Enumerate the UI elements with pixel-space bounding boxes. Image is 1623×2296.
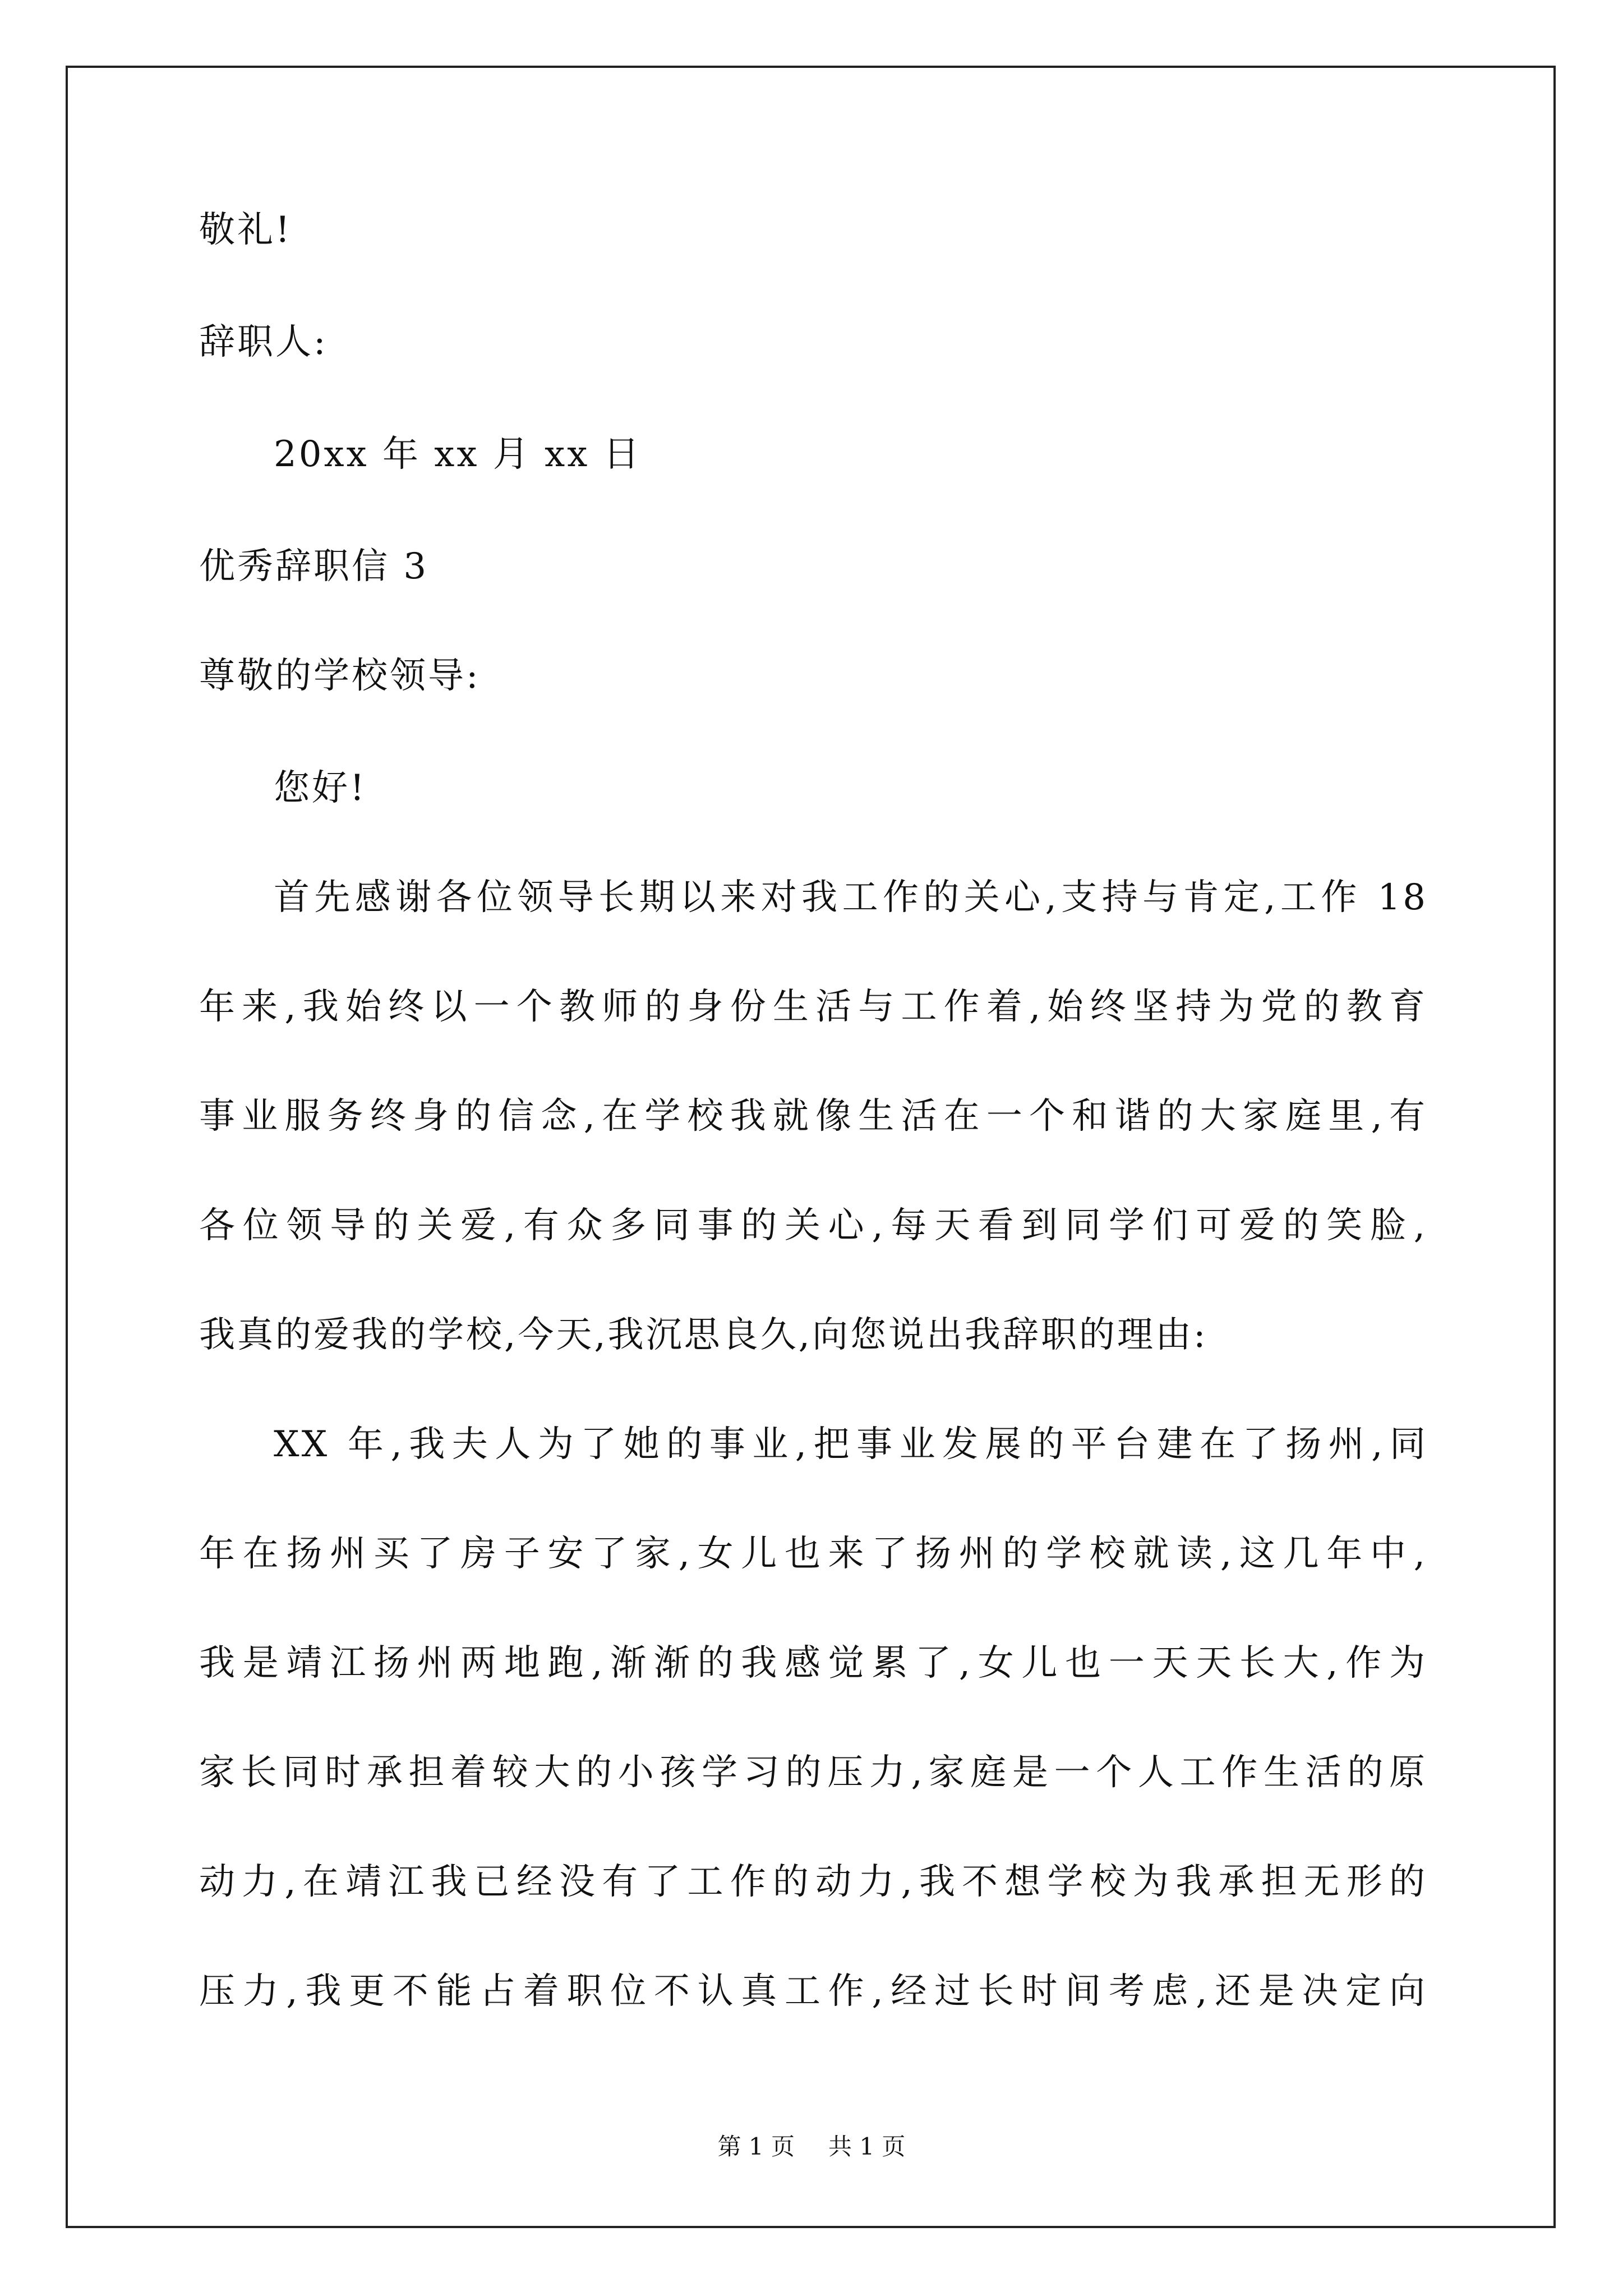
page-footer: [0, 2130, 1623, 2164]
body-paragraph-line: 家长同时承担着较大的小孩学习的压力,家庭是一个人工作生活的原: [199, 1752, 1427, 1793]
body-paragraph-line: XX 年,我夫人为了她的事业,把事业发展的平台建在了扬州,同: [274, 1424, 1428, 1465]
body-paragraph-line: 我真的爱我的学校,今天,我沉思良久,向您说出我辞职的理由:: [199, 1314, 1208, 1356]
body-paragraph-line: 事业服务终身的信念,在学校我就像生活在一个和谐的大家庭里,有: [199, 1096, 1427, 1137]
body-paragraph-line: 年来,我始终以一个教师的身份生活与工作着,始终坚持为党的教育: [199, 986, 1427, 1028]
page-number: 第 1 页: [717, 2133, 795, 2160]
salutation: 尊敬的学校领导:: [199, 655, 481, 697]
page-total: 共 1 页: [828, 2133, 906, 2160]
greeting: 您好!: [274, 767, 367, 809]
closing-text: 敬礼!: [199, 209, 292, 251]
signer-label: 辞职人:: [199, 321, 328, 363]
body-paragraph-line: 各位领导的关爱,有众多同事的关心,每天看到同学们可爱的笑脸,: [199, 1205, 1427, 1246]
body-paragraph-line: 我是靖江扬州两地跑,渐渐的我感觉累了,女儿也一天天长大,作为: [199, 1642, 1427, 1684]
body-paragraph-line: 动力,在靖江我已经没有了工作的动力,我不想学校为我承担无形的: [199, 1861, 1427, 1903]
body-paragraph-line: 年在扬州买了房子安了家,女儿也来了扬州的学校就读,这几年中,: [199, 1533, 1427, 1575]
letter-date: 20xx 年 xx 月 xx 日: [274, 434, 642, 475]
body-paragraph-line: 首先感谢各位领导长期以来对我工作的关心,支持与肯定,工作 18: [274, 877, 1428, 918]
section-title: 优秀辞职信 3: [199, 546, 429, 587]
body-paragraph-line: 压力,我更不能占着职位不认真工作,经过长时间考虑,还是决定向: [199, 1971, 1427, 2012]
